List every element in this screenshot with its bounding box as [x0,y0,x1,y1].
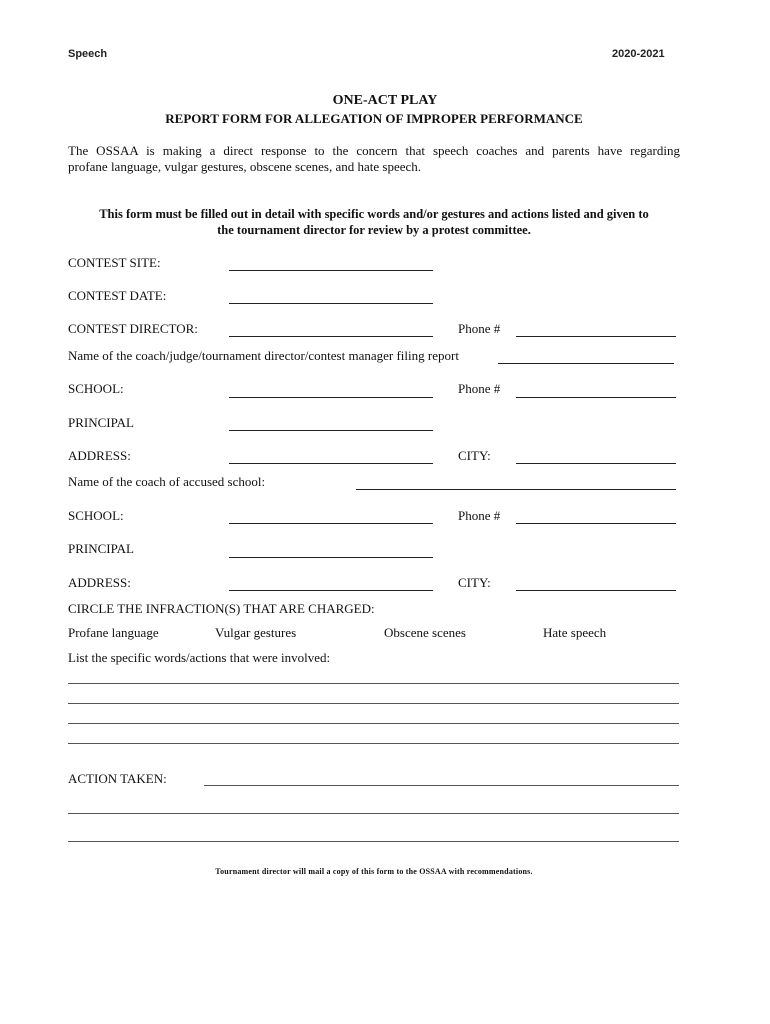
specific-words-line-2[interactable] [68,703,679,704]
infraction-profane-language[interactable]: Profane language [68,625,159,640]
specific-words-label: List the specific words/actions that were involved: [68,650,331,665]
accused-principal-field[interactable] [229,557,433,558]
action-taken-line-1[interactable] [204,785,679,786]
action-taken-line-2[interactable] [68,813,679,814]
contest-site-field[interactable] [229,270,433,271]
filing-school-field[interactable] [229,397,433,398]
director-phone-field[interactable] [516,336,676,337]
intro-line-1: The OSSAA is making a direct response to the concern that speech coaches and parents have regarding [68,143,680,158]
accused-school-label: SCHOOL: [68,508,124,523]
filing-school-phone-field[interactable] [516,397,676,398]
accused-coach-label: Name of the coach of accused school: [68,474,266,489]
infraction-hate-speech[interactable]: Hate speech [543,625,607,640]
infraction-vulgar-gestures[interactable]: Vulgar gestures [215,625,297,640]
intro-paragraph [68,143,680,175]
accused-address-label: ADDRESS: [68,575,131,590]
contest-director-label: CONTEST DIRECTOR: [68,321,198,336]
accused-principal-label: PRINCIPAL [68,541,134,556]
filing-principal-field[interactable] [229,430,433,431]
contest-site-label: CONTEST SITE: [68,255,161,270]
infractions-heading: CIRCLE THE INFRACTION(S) THAT ARE CHARGED: [68,601,375,616]
contest-date-label: CONTEST DATE: [68,288,167,303]
specific-words-line-4[interactable] [68,743,679,744]
page-subtitle: REPORT FORM FOR ALLEGATION OF IMPROPER PERFORMANCE [165,111,583,126]
action-taken-label: ACTION TAKEN: [68,771,167,786]
specific-words-line-1[interactable] [68,683,679,684]
filer-name-field[interactable] [498,363,674,364]
accused-school-phone-field[interactable] [516,523,676,524]
intro-line-2: profane language, vulgar gestures, obscene scenes, and hate speech. [68,159,422,174]
action-taken-line-3[interactable] [68,841,679,842]
filing-city-label: CITY: [458,448,491,463]
filing-school-label: SCHOOL: [68,381,124,396]
filing-city-field[interactable] [516,463,676,464]
filing-school-phone-label: Phone # [458,381,501,396]
header-subject: Speech [68,48,108,60]
filing-address-field[interactable] [229,463,433,464]
page-title: ONE-ACT PLAY [332,93,438,108]
infraction-obscene-scenes[interactable]: Obscene scenes [384,625,466,640]
filing-principal-label: PRINCIPAL [68,415,134,430]
contest-director-field[interactable] [229,336,433,337]
accused-school-phone-label: Phone # [458,508,501,523]
accused-coach-field[interactable] [356,489,676,490]
accused-city-label: CITY: [458,575,491,590]
contest-date-field[interactable] [229,303,433,304]
form-notice [68,206,680,238]
notice-line-2: the tournament director for review by a protest committee. [217,223,531,237]
footer-note: Tournament director will mail a copy of this form to the OSSAA with recommendations. [215,867,533,876]
accused-address-field[interactable] [229,590,433,591]
accused-school-field[interactable] [229,523,433,524]
specific-words-line-3[interactable] [68,723,679,724]
filer-name-label: Name of the coach/judge/tournament director/contest manager filing report [68,348,459,363]
notice-line-1: This form must be filled out in detail with specific words and/or gestures and actions listed and given to [99,207,649,221]
header-year: 2020-2021 [612,48,665,60]
director-phone-label: Phone # [458,321,501,336]
accused-city-field[interactable] [516,590,676,591]
filing-address-label: ADDRESS: [68,448,131,463]
